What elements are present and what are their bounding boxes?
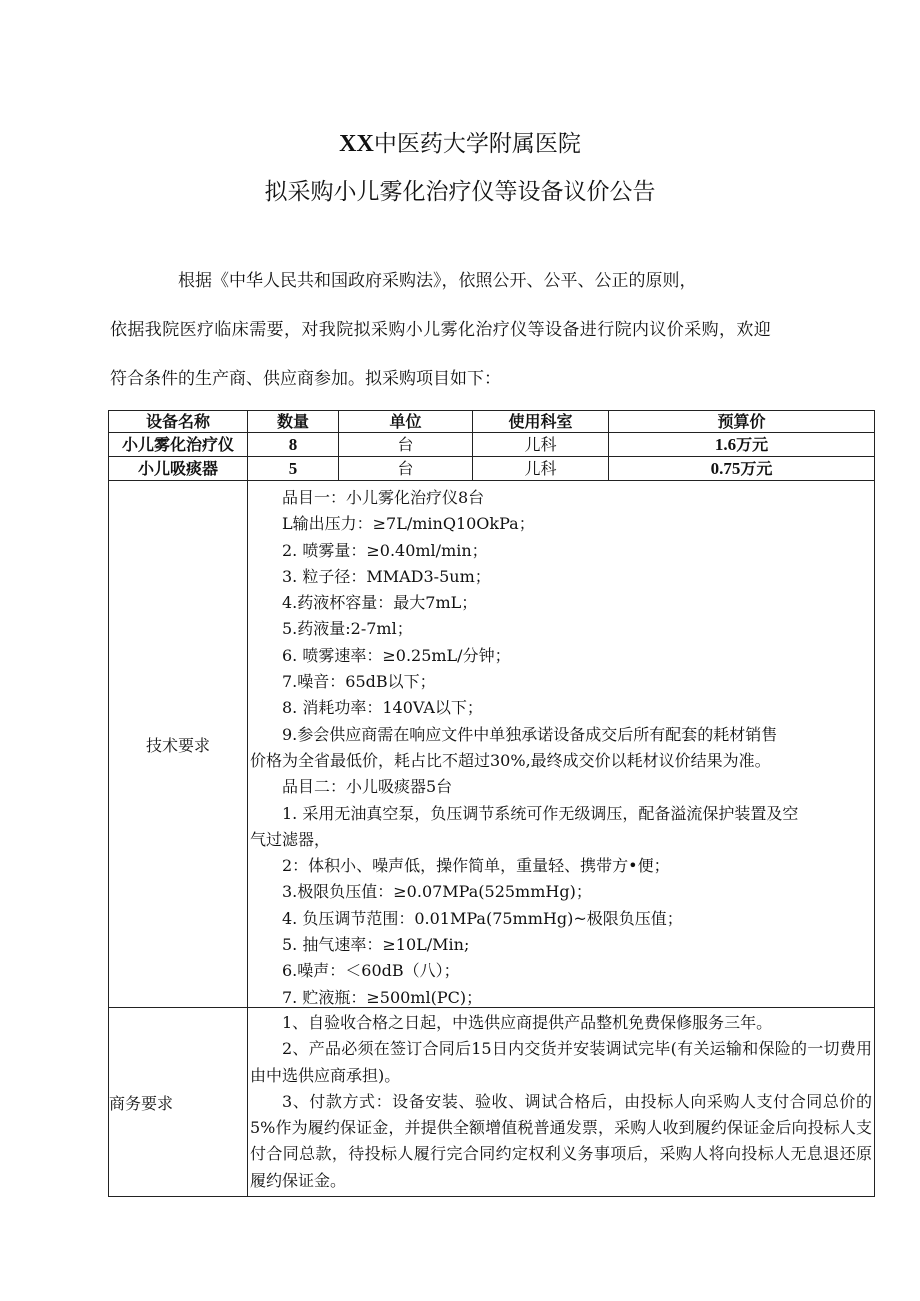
budget-value <box>609 457 875 481</box>
table-header-row <box>109 411 875 433</box>
department-value: 儿科 <box>473 433 609 457</box>
budget-number: 0.75 <box>710 459 741 478</box>
quantity-value: 5 <box>248 457 339 481</box>
table-row <box>109 433 875 457</box>
budget-value <box>609 433 875 457</box>
intro-line-1: 根据《中华人民共和国政府采购法》，依照公开、公平、公正的原则， <box>178 271 697 291</box>
tech-line: 3.极限负压值：≥0.07MPa(525mmHg)； <box>282 882 592 902</box>
business-paragraph: 3、付款方式：设备安装、验收、调试合格后，由投标人向采购人支付合同总价的5%作为履约保证金，并提供全额增值税普通发票，采购人收到履约保证金后向投标人支付合同总款，待投标人履行完合同约定权利义务事项后，采购人将向投标人无息退还原履约保证金。 <box>250 1091 872 1190</box>
header-equipment-name: 设备名称 <box>109 411 248 433</box>
business-requirements-content <box>248 1008 875 1197</box>
business-paragraph: 1、自验收合格之日起，中选供应商提供产品整机免费保修服务三年。 <box>282 1013 773 1032</box>
tech-requirements-body <box>248 481 874 1007</box>
hospital-title <box>0 128 920 160</box>
tech-requirements-row <box>109 481 875 1008</box>
tech-line: 价格为全省最低价，耗占比不超过30%,最终成交价以耗材议价结果为准。 <box>250 750 771 770</box>
header-quantity: 数量 <box>248 411 339 433</box>
header-unit: 单位 <box>339 411 473 433</box>
tech-line: 3. 粒子径：MMAD3-5um； <box>282 566 491 586</box>
announcement-title: 拟采购小儿雾化治疗仪等设备议价公告 <box>264 179 656 205</box>
tech-line: 品目一：小儿雾化治疗仪8台 <box>282 488 485 507</box>
tech-line: 4. 负压调节范围：0.01MPa(75mmHg)~极限负压值； <box>282 908 683 928</box>
budget-number: 1.6 <box>714 435 737 454</box>
tech-line: 2. 喷雾量：≥0.40ml/min； <box>282 540 488 560</box>
intro-line-3: 符合条件的生产商、供应商参加。拟采购项目如下： <box>110 369 501 389</box>
unit-value: 台 <box>339 433 473 457</box>
quantity-value: 8 <box>248 433 339 457</box>
budget-unit: 万元 <box>736 435 769 454</box>
budget-unit: 万元 <box>740 459 773 478</box>
intro-text <box>110 268 880 393</box>
intro-line-2: 依据我院医疗临床需要，对我院拟采购小儿雾化治疗仪等设备进行院内议价采购，欢迎 <box>110 320 772 340</box>
equipment-name: 小儿雾化治疗仪 <box>109 433 248 457</box>
header-department: 使用科室 <box>473 411 609 433</box>
unit-value: 台 <box>339 457 473 481</box>
equipment-name: 小儿吸痰器 <box>109 457 248 481</box>
tech-line: 6. 喷雾速率：≥0.25mL/分钟； <box>282 645 511 665</box>
tech-line: 9.参会供应商需在响应文件中单独承诺设备成交后所有配套的耗材销售 <box>282 724 778 744</box>
tech-requirements-label: 技术要求 <box>109 481 248 1008</box>
tech-line: 品目二：小儿吸痰器5台 <box>282 777 453 797</box>
tech-line: 5. 抽气速率：≥10L∕Min; <box>282 935 470 955</box>
tech-line: 2：体积小、噪声低，操作简单，重量轻、携带方•便； <box>282 856 670 876</box>
business-paragraph: 2、产品必须在签订合同后15日内交货并安装调试完毕(有关运输和保险的一切费用由中选供应商承担)。 <box>250 1039 872 1085</box>
procurement-table <box>108 410 875 1197</box>
header-budget: 预算价 <box>609 411 875 433</box>
tech-requirements-content <box>248 481 875 1008</box>
department-value: 儿科 <box>473 457 609 481</box>
tech-line: 7.噪音：65dB以下； <box>282 672 436 692</box>
tech-line: 4.药液杯容量：最大7mL； <box>282 593 478 613</box>
tech-line: 6.噪声：＜60dB（八）； <box>282 961 460 981</box>
tech-line: 7. 贮液瓶：≥500ml(PC)； <box>282 987 483 1007</box>
hospital-title-prefix: XX <box>339 131 374 157</box>
tech-line: 气过滤器， <box>250 829 331 849</box>
business-requirements-label: 商务要求 <box>109 1008 248 1197</box>
tech-line: L输出压力：≥7L∕minQ10OkPa； <box>282 514 535 534</box>
table-row <box>109 457 875 481</box>
business-requirements-row <box>109 1008 875 1197</box>
tech-line: 5.药液量:2-7ml； <box>282 619 413 639</box>
tech-line: 8. 消耗功率：140VA以下； <box>282 698 483 718</box>
hospital-title-rest: 中医药大学附属医院 <box>373 131 581 157</box>
tech-line: 1. 采用无油真空泵，负压调节系统可作无级调压，配备溢流保护装置及空 <box>282 803 799 823</box>
